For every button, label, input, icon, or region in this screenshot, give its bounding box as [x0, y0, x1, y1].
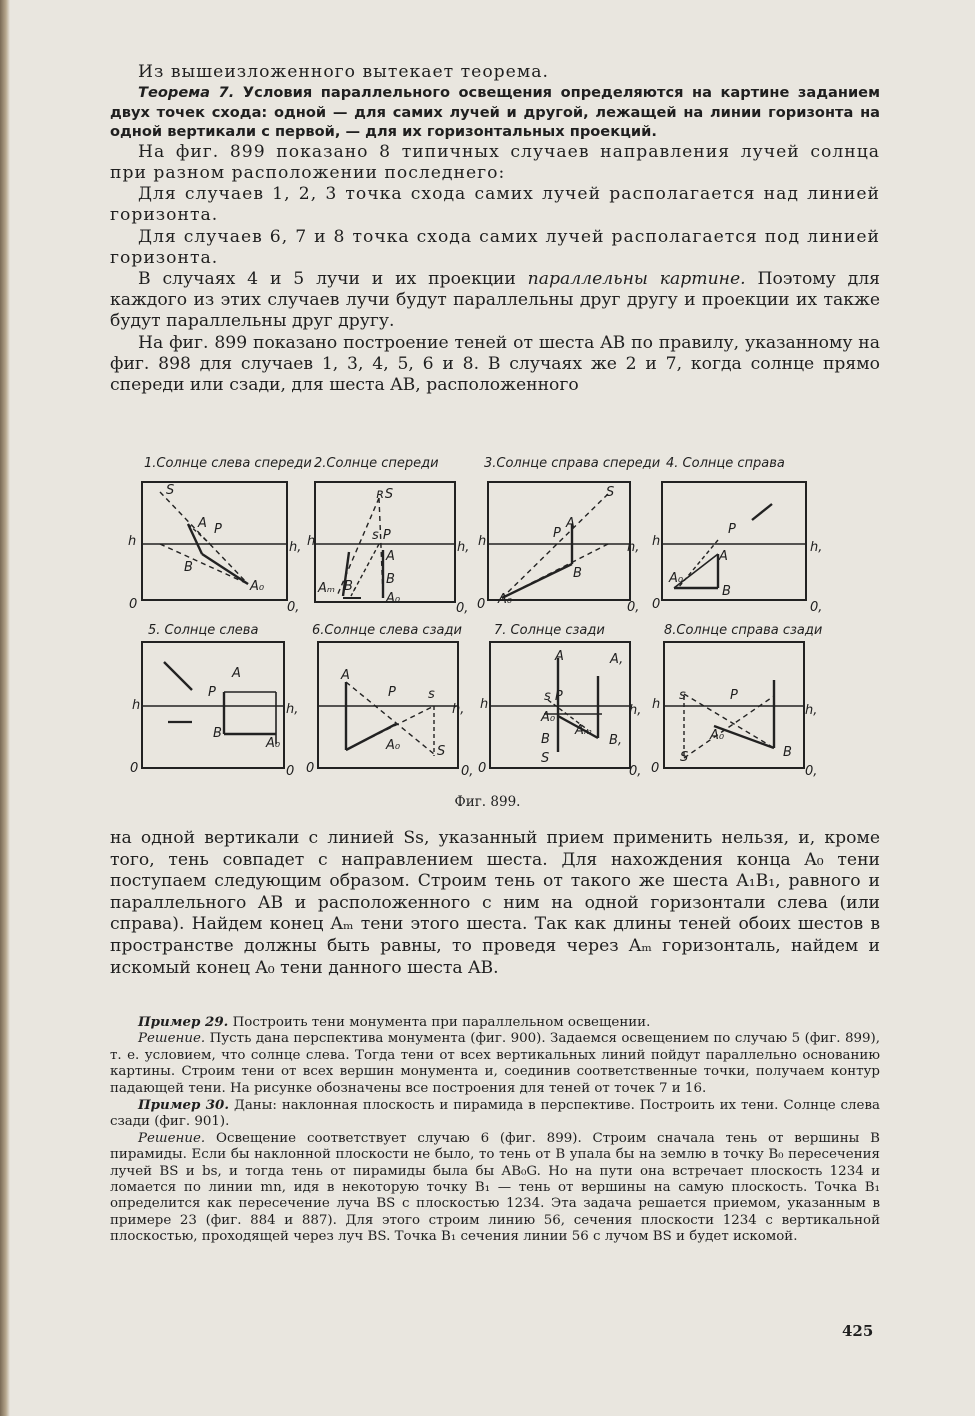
- label-h: h: [128, 534, 137, 549]
- paragraph-4: [110, 269, 880, 333]
- label-h: h: [478, 534, 487, 549]
- label-A0: A₀: [386, 591, 401, 606]
- label-S: S: [541, 751, 550, 766]
- label-A0: A₀: [710, 728, 725, 743]
- label-A0: A₀: [669, 571, 684, 586]
- label-A: A: [341, 668, 350, 683]
- book-binding-edge: [0, 0, 10, 1416]
- label-01: 0,: [287, 600, 300, 615]
- label-0: 0: [478, 761, 487, 776]
- panel-5-title: 5. Солнце слева: [148, 623, 259, 638]
- paragraph-5: На фиг. 899 показано построение теней от шеста AB по правилу, указанному на фиг. 898 для случаев 1, 3, 4, 5, 6 и 8. В случаях же 2 и 7, когда солнце прямо спереди или сзади, для шеста AB, расположенного: [110, 332, 880, 395]
- label-A: A: [386, 549, 395, 564]
- example-29-solution-label: Решение.: [138, 1031, 206, 1047]
- example-30-text: Даны: наклонная плоскость и пирамида в перспективе. Построить их тени. Солнце слева сзади (фиг. 901).: [110, 1098, 880, 1130]
- panel-1-diagram: [130, 474, 300, 614]
- label-B: B: [184, 560, 193, 575]
- paragraph-4-start: В случаях 4 и 5 лучи и их проекции: [138, 268, 528, 289]
- panel-4-title: 4. Солнце справа: [666, 456, 785, 471]
- label-S: S: [606, 485, 615, 500]
- paragraph-6: на одной вертикали с линией Ss, указанный прием применить нельзя, и, кроме того, тень совпадет с направлением шеста. Для нахождения конца A₀ тени поступаем следующим образом. Строим тень от такого же шеста A₁B₁, равного и параллельного AB и расположенного с ним на одной горизонтали слева (или справа). Найдем конец Aₘ тени этого шеста. Так как длины теней обоих шестов в пространстве должны быть равны, то проведя через Aₘ горизонталь, найдем и искомый конец A₀ тени данного шеста AB.: [110, 828, 880, 978]
- example-30-solution-text: Освещение соответствует случаю 6 (фиг. 899). Строим сначала тень от вершины B пирамиды. Если бы наклонной плоскости не было, то тень от B упала бы на землю в точку B₀ пересечения лучей BS и bs, и тогда тень от пирамиды была бы AB₀G. Но на пути она встречает плоскость 1234 и ломается по линии mn, идя в некоторую точку B₁ — тень от вершины на самую плоскость. Точка B₁ определится как пересечение луча BS с плоскостью 1234. Эта задача решается приемом, указанным в примере 23 (фиг. 884 и 887). Для этого строим линию 56, сечения плоскости 1234 с вертикальной плоскостью, проходящей через луч BS. Точка B₁ сечения линии 56 с лучом BS и будет искомой.: [110, 1130, 880, 1245]
- label-A0: A₀: [250, 579, 265, 594]
- label-01: 0,: [805, 764, 818, 779]
- panel-8-title: 8.Солнце справа сзади: [664, 623, 823, 638]
- theorem-label: Теорема 7.: [138, 84, 235, 102]
- intro-line: Из вышеизложенного вытекает теорема.: [138, 62, 549, 82]
- label-h1: h,: [289, 540, 302, 555]
- label-A1: A,: [610, 652, 624, 667]
- example-29-text: Построить тени монумента при параллельном освещении.: [232, 1015, 651, 1030]
- example-30: [110, 1097, 880, 1131]
- label-S: ʀS: [377, 487, 394, 502]
- label-Am: Aₘ: [318, 581, 335, 596]
- label-h1: h,: [810, 540, 823, 555]
- label-S: S: [437, 744, 446, 759]
- label-P: P: [214, 522, 222, 537]
- label-h1: h,: [457, 540, 470, 555]
- label-0: 0: [652, 597, 661, 612]
- examples: [110, 1014, 880, 1246]
- label-B: B: [541, 732, 550, 747]
- label-h: h: [307, 534, 316, 549]
- label-A: A: [232, 666, 241, 681]
- panel-7-title: 7. Солнце сзади: [494, 623, 605, 638]
- label-0: 0: [477, 597, 486, 612]
- example-29-solution: [110, 1031, 880, 1097]
- label-B1: B,: [344, 579, 358, 594]
- label-B: B: [213, 726, 222, 741]
- panel-2-title: 2.Солнце спереди: [314, 456, 439, 471]
- label-B: B: [573, 566, 582, 581]
- label-01: 0,: [629, 764, 642, 779]
- paragraph-3: Для случаев 6, 7 и 8 точка схода самих лучей располагается под линией горизонта.: [110, 226, 880, 268]
- label-h1: h,: [805, 703, 818, 718]
- label-A0: A₀: [498, 592, 513, 607]
- page-number: 425: [842, 1322, 874, 1340]
- label-0: 0: [129, 597, 138, 612]
- label-01: 0,: [456, 601, 469, 616]
- label-01: 0,: [461, 764, 474, 779]
- label-P: P: [208, 685, 216, 700]
- label-h1: h,: [452, 702, 465, 717]
- example-30-solution: [110, 1131, 880, 1246]
- lower-text: [110, 828, 880, 979]
- label-01: 0,: [627, 600, 640, 615]
- label-0: 0: [306, 761, 315, 776]
- example-30-solution-label: Решение.: [138, 1130, 206, 1146]
- label-h: h: [652, 697, 661, 712]
- panel-4-diagram: [648, 474, 818, 614]
- example-30-label: Пример 30.: [138, 1097, 229, 1114]
- label-h1: h,: [629, 703, 642, 718]
- example-29: [110, 1014, 880, 1031]
- panel-6-title: 6.Солнце слева сзади: [312, 623, 462, 638]
- label-P: P: [730, 688, 738, 703]
- label-01: 0,: [810, 600, 823, 615]
- label-P: P: [388, 685, 396, 700]
- label-h: h: [652, 534, 661, 549]
- panel-1-title: 1.Солнце слева спереди: [144, 456, 312, 471]
- example-29-label: Пример 29.: [138, 1014, 229, 1030]
- panel-6-diagram: [306, 640, 476, 780]
- label-01: 0: [286, 764, 295, 779]
- label-h: h: [480, 697, 489, 712]
- label-A0: A₀: [266, 736, 281, 751]
- label-sp: s P: [544, 689, 563, 704]
- label-P: P: [553, 526, 561, 541]
- label-A: A: [198, 516, 207, 531]
- theorem: [110, 83, 880, 142]
- label-sp: s P: [372, 528, 391, 543]
- panel-8-diagram: [650, 640, 820, 780]
- label-h1: h,: [627, 540, 640, 555]
- figure-caption: Фиг. 899.: [454, 794, 521, 810]
- upper-text: [110, 62, 880, 396]
- example-29-solution-text: Пусть дана перспектива монумента (фиг. 900). Задаемся освещением по случаю 5 (фиг. 899), т. е. условием, что солнце слева. Тогда тени от всех вертикальных линий пойдут параллельно основанию картины. Строим тени от всех вершин монумента и, соединив соответственные точки, получаем контур падающей тени. На рисунке обозначены все построения для теней от точек 7 и 16.: [110, 1031, 880, 1096]
- paragraph-4-end: Поэтому для каждого из этих случаев лучи будут параллельны друг другу и проекции их также будут параллельны друг другу.: [110, 268, 880, 332]
- label-P: P: [728, 522, 736, 537]
- paragraph-4-italic: параллельны картине.: [527, 268, 746, 289]
- label-A: A: [555, 649, 564, 664]
- label-s: s: [679, 688, 686, 703]
- theorem-text: Условия параллельного освещения определяются на картине заданием двух точек схода: одной — для самих лучей и другой, лежащей на линии горизонта на одной вертикали с первой, — для их горизонтальных проекций.: [110, 84, 880, 141]
- paragraph-1: На фиг. 899 показано 8 типичных случаев направления лучей солнца при разном расположении последнего:: [110, 141, 880, 183]
- label-A: A: [719, 549, 728, 564]
- label-0: 0: [130, 761, 139, 776]
- label-B: B: [722, 584, 731, 599]
- paragraph-2: Для случаев 1, 2, 3 точка схода самих лучей располагается над линией горизонта.: [110, 184, 880, 226]
- label-A0: A₀: [541, 710, 556, 725]
- panel-5-diagram: [130, 640, 300, 780]
- label-A: A: [566, 516, 575, 531]
- label-0: 0: [651, 761, 660, 776]
- panel-3-title: 3.Солнце справа спереди: [484, 456, 661, 471]
- label-s: s: [428, 687, 435, 702]
- label-h1: h,: [286, 702, 299, 717]
- label-h: h: [132, 698, 141, 713]
- label-B1: B,: [609, 733, 623, 748]
- label-S: S: [680, 750, 689, 765]
- label-B: B: [783, 745, 792, 760]
- label-A0: A₀: [386, 738, 401, 753]
- label-S: S: [166, 483, 175, 498]
- label-B: B: [386, 572, 395, 587]
- label-Am: Aₘ: [575, 723, 592, 738]
